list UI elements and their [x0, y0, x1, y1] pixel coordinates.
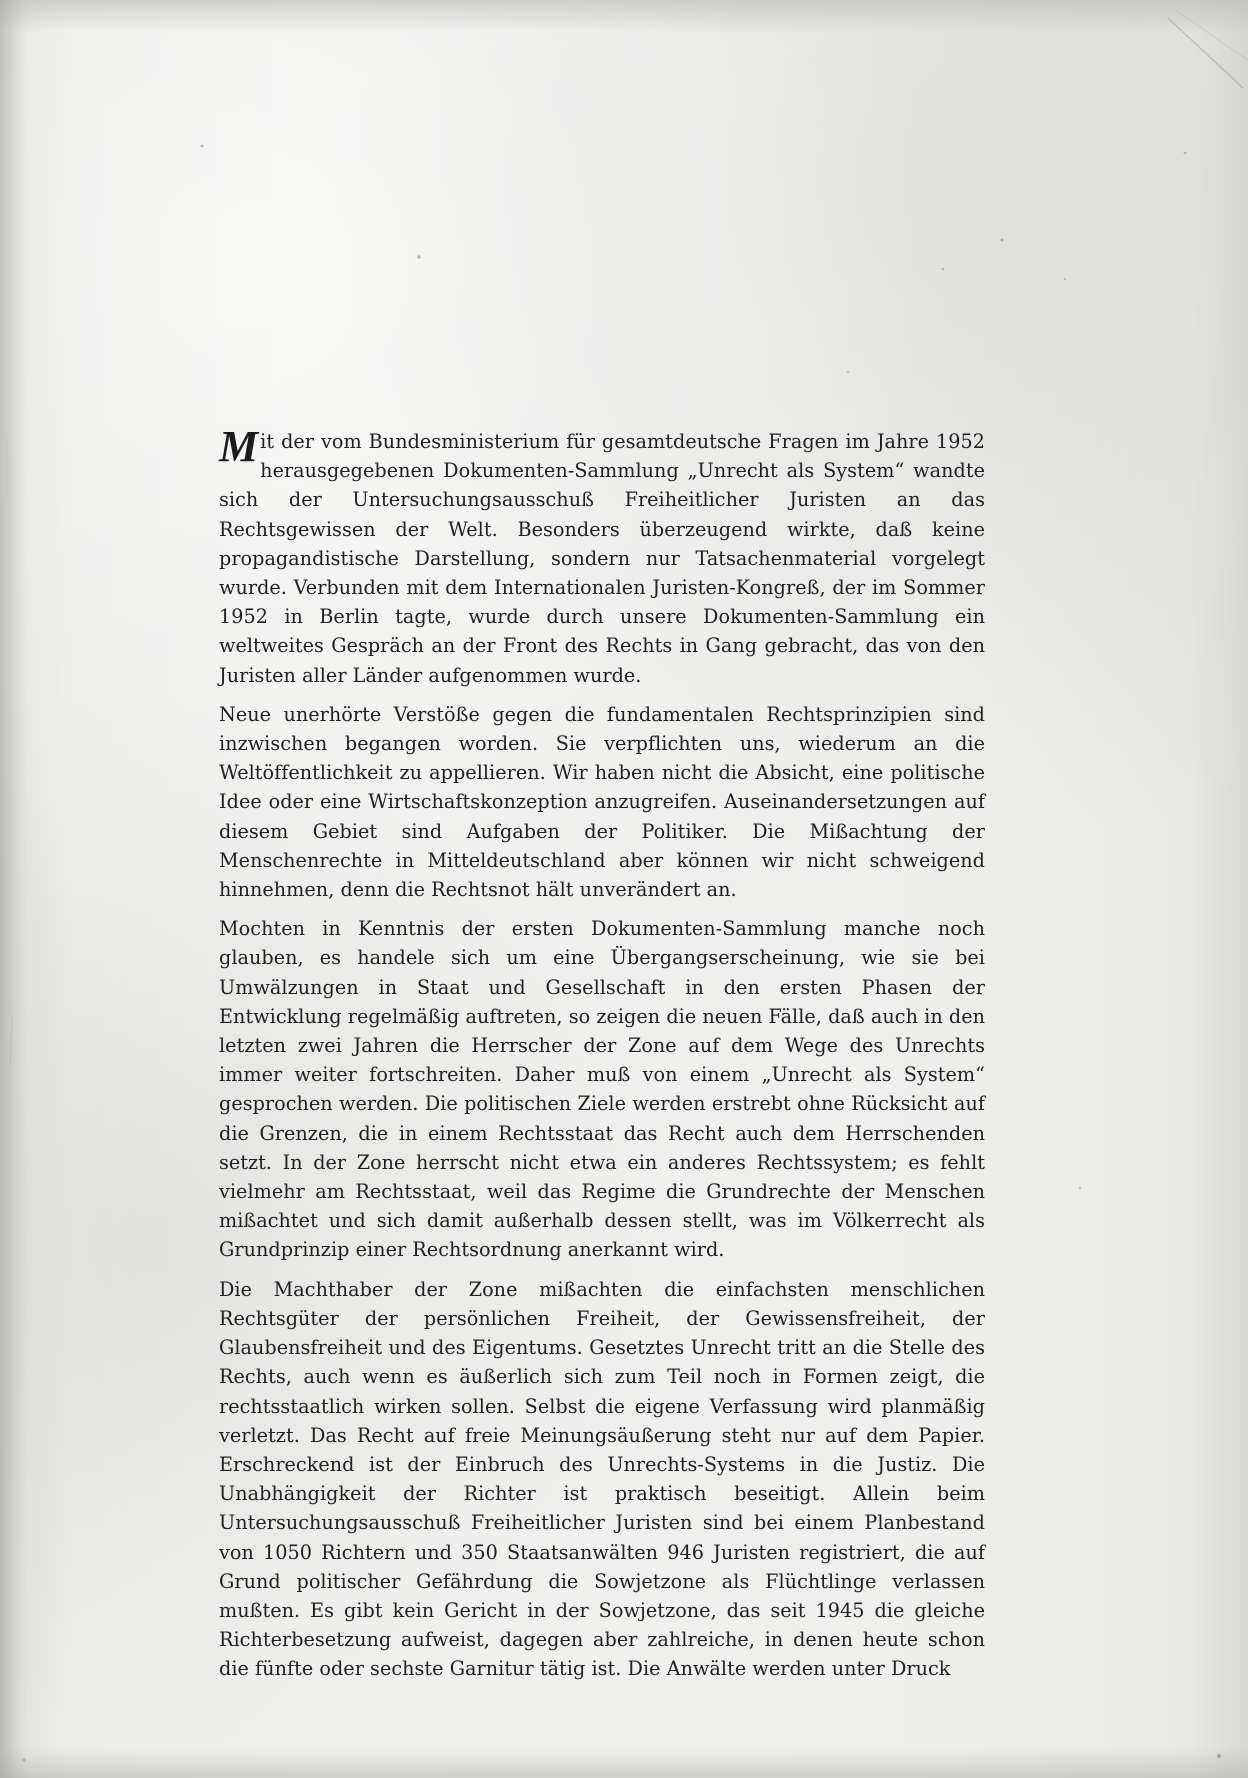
paragraph-4	[219, 1275, 985, 1684]
scan-bottom-shadow	[0, 1748, 1248, 1778]
scan-speck-8	[1079, 1187, 1081, 1189]
scan-speck-2	[417, 255, 421, 259]
scan-speck-4	[1000, 238, 1003, 241]
paragraph-2	[219, 700, 985, 904]
scan-top-shadow	[0, 0, 1248, 34]
paragraph-4-text: Die Machthaber der Zone mißachten die einfachsten menschlichen Rechtsgüter der persönlichen Freiheit, der Gewissensfreiheit, der Glaubensfreiheit und des Eigentums. Gesetztes Unrecht tritt an die Stelle des Rechts, auch wenn es äußerlich sich zum Teil noch in Formen zeigt, die rechtsstaatlich wirken sollen. Selbst die eigene Verfassung wird planmäßig verletzt. Das Recht auf freie Meinungsäußerung steht nur auf dem Papier. Erschreckend ist der Einbruch des Unrechts-Systems in die Justiz. Die Unabhängigkeit der Richter ist praktisch beseitigt. Allein beim Untersuchungsausschuß Freiheitlicher Juristen sind bei einem Planbestand von 1050 Richtern und 350 Staatsanwälten 946 Juristen registriert, die auf Grund politischer Gefährdung die Sowjetzone als Flüchtlinge verlassen mußten. Es gibt kein Gericht in der Sowjetzone, das seit 1945 die gleiche Richterbesetzung aufweist, dagegen aber zahlreiche, in denen heute schon die fünfte oder sechste Garnitur tätig ist. Die Anwälte werden unter Druck	[219, 1277, 985, 1681]
scan-speck-3	[942, 268, 945, 271]
paragraph-3	[219, 914, 985, 1264]
scan-left-shadow	[0, 0, 28, 1778]
scan-speck-1	[201, 145, 204, 148]
scan-speck-7	[1184, 152, 1187, 155]
paragraph-1	[219, 422, 985, 690]
scan-speck-6	[1064, 278, 1066, 280]
document-body	[219, 422, 985, 1694]
paragraph-2-text: Neue unerhörte Verstöße gegen die fundamentalen Rechtsprinzipien sind inzwischen begangen worden. Sie verpflichten uns, wiederum an die Weltöffentlichkeit zu appellieren. Wir haben nicht die Absicht, eine politische Idee oder eine Wirtschaftskonzeption anzugreifen. Auseinandersetzungen auf diesem Gebiet sind Aufgaben der Politiker. Die Mißachtung der Menschenrechte in Mitteldeutschland aber können wir nicht schweigend hinnehmen, denn die Rechtsnot hält unverändert an.	[219, 702, 985, 902]
drop-cap: M	[219, 422, 259, 471]
scan-speck-5	[847, 371, 849, 373]
paragraph-1-text: it der vom Bundesministerium für gesamtdeutsche Fragen im Jahre 1952 herausgegebenen Dokumenten-Sammlung „Unrecht als System“ wandte sich der Untersuchungsausschuß Freiheitlicher Juristen an das Rechtsgewissen der Welt. Besonders überzeugend wirkte, daß keine propagandistische Darstellung, sondern nur Tatsachenmaterial vorgelegt wurde. Verbunden mit dem Internationalen Juristen-Kongreß, der im Sommer 1952 in Berlin tagte, wurde durch unsere Dokumenten-Sammlung ein weltweites Gespräch an der Front des Rechts in Gang gebracht, das von den Juristen aller Länder aufgenommen wurde.	[219, 430, 985, 687]
paragraph-3-text: Mochten in Kenntnis der ersten Dokumenten-Sammlung manche noch glauben, es handele sich um eine Übergangserscheinung, wie sie bei Umwälzungen in Staat und Gesellschaft in den ersten Phasen der Entwicklung regelmäßig auftreten, so zeigen die neuen Fälle, daß auch in den letzten zwei Jahren die Herrscher der Zone auf dem Wege des Unrechts immer weiter fortschreiten. Daher muß von einem „Unrecht als System“ gesprochen werden. Die politischen Ziele werden erstrebt ohne Rücksicht auf die Grenzen, die in einem Rechtsstaat das Recht auch dem Herrschenden setzt. In der Zone herrscht nicht etwa ein anderes Rechtssystem; es fehlt vielmehr am Rechtsstaat, weil das Regime die Grundrechte der Menschen mißachtet und sich damit außerhalb dessen stellt, was im Völkerrecht als Grundprinzip einer Rechtsordnung anerkannt wird.	[219, 917, 985, 1262]
